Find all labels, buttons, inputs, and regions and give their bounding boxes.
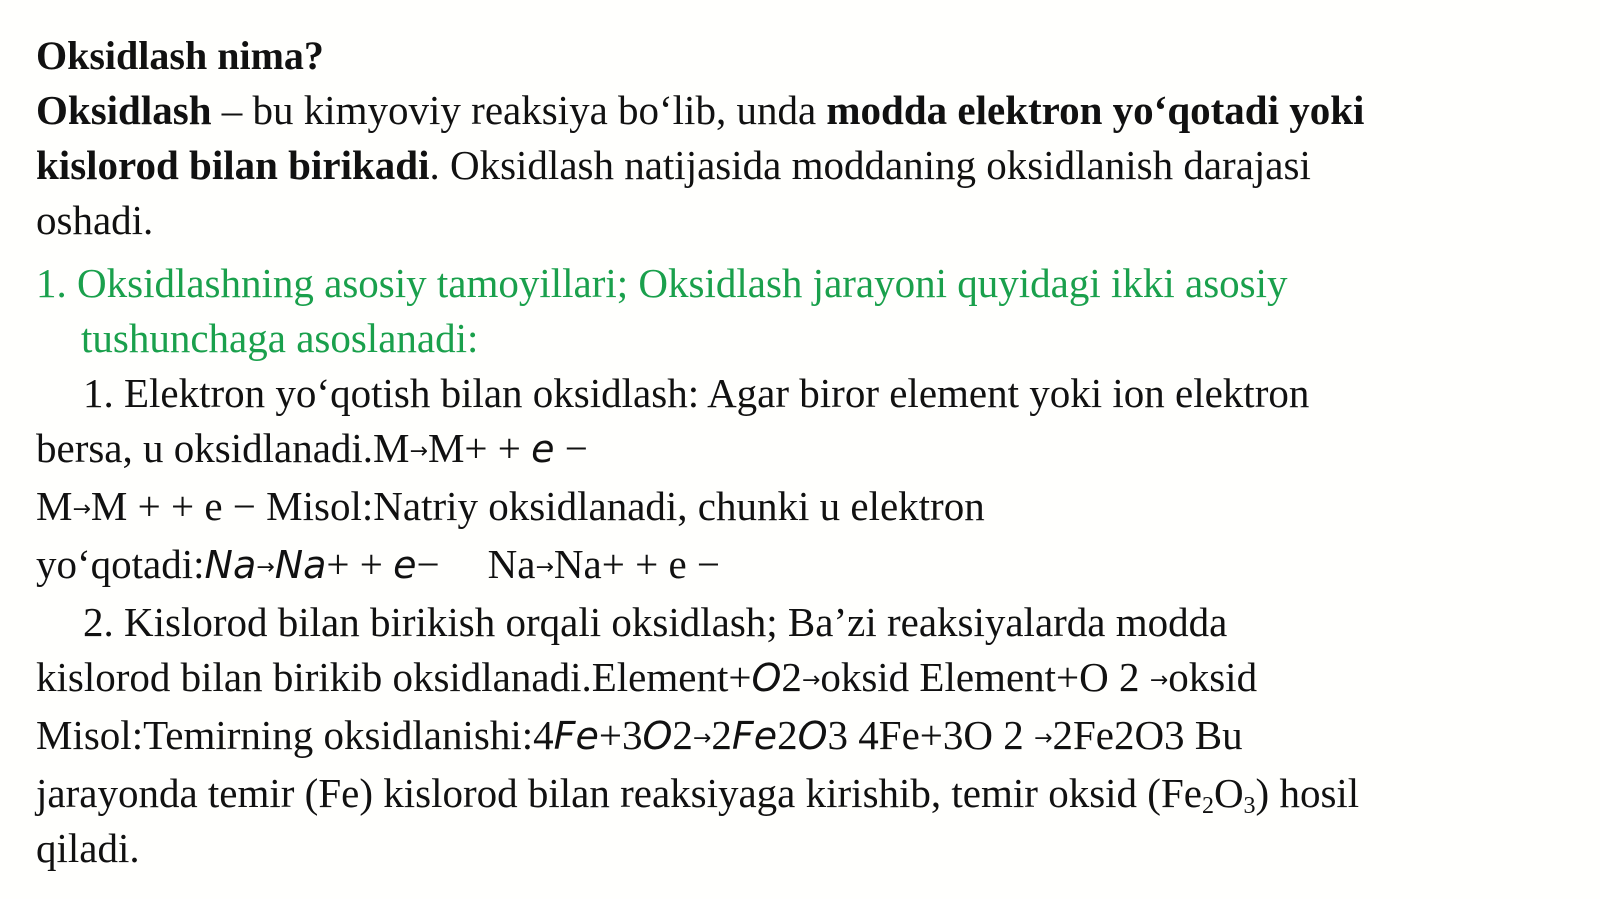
arrow-icon: →: [72, 497, 91, 522]
point-2-line-4: [36, 766, 1560, 821]
point-2-line-5: qiladi.: [36, 825, 140, 871]
definition-line-2: [36, 138, 1560, 193]
formula-text: M: [373, 425, 410, 471]
arrow-icon: →: [535, 555, 554, 580]
point-1-line-2: [36, 421, 1560, 479]
body-text: Misol:Temirning oksidlanishi:4: [36, 712, 554, 758]
body-text: jarayonda temir (Fe) kislorod bilan reaksiyaga kirishib, temir oksid (Fe: [36, 770, 1202, 816]
formula-text: 2: [672, 712, 693, 758]
point-1-line-1: 1. Elektron yo‘qotish bilan oksidlash: Agar biror element yoki ion elektron: [83, 370, 1310, 416]
formula-text: Na+ + e −: [553, 541, 721, 587]
formula-math: e: [393, 543, 417, 587]
subscript: 2: [1201, 793, 1214, 819]
definition-term: Oksidlash: [36, 87, 212, 133]
arrow-icon: →: [801, 668, 821, 693]
body-text: ) hosil: [1255, 770, 1360, 816]
formula-text: M+ +: [427, 425, 521, 471]
definition-line-3: oshadi.: [36, 197, 154, 243]
point-1-line-4: [36, 537, 1560, 595]
definition-line-1: [36, 83, 1560, 138]
arrow-icon: →: [1149, 668, 1169, 693]
body-text: kislorod bilan birikib oksidlanadi.Element+: [36, 654, 752, 700]
formula-text: oksid: [1168, 654, 1258, 700]
formula-text: +3: [598, 712, 643, 758]
formula-math: Fe: [553, 714, 599, 758]
point-2-line-2: [36, 650, 1560, 708]
principles-text: Oksidlashning asosiy tamoyillari; Oksidlash jarayoni quyidagi ikki asosiy: [77, 260, 1288, 306]
definition-text: . Oksidlash natijasida moddaning oksidlanish darajasi: [429, 142, 1311, 188]
definition-text: – bu kimyoviy reaksiya bo‘lib, unda: [211, 87, 827, 133]
subscript: 3: [1243, 793, 1256, 819]
definition-bold: kislorod bilan birikadi: [36, 142, 430, 188]
point-2-line-1: 2. Kislorod bilan birikish orqali oksidlash; Ba’zi reaksiyalarda modda: [83, 599, 1228, 645]
formula-text: oksid Element+O 2: [820, 654, 1150, 700]
principles-heading: [36, 256, 1560, 311]
formula-text: M: [36, 483, 73, 529]
principles-continuation: tushunchaga asoslanadi:: [81, 315, 479, 361]
formula-text: + +: [326, 541, 383, 587]
arrow-icon: →: [692, 726, 712, 751]
formula-math: Na: [204, 543, 257, 587]
formula-text: Na: [487, 541, 536, 587]
formula-text: O: [1213, 770, 1244, 816]
formula-math: e: [531, 427, 555, 471]
formula-text: −: [416, 541, 440, 587]
formula-text: 2Fe2O3 Bu: [1052, 712, 1243, 758]
definition-bold: modda elektron yo‘qotadi yoki: [826, 87, 1365, 133]
body-text: bersa, u oksidlanadi.: [36, 425, 374, 471]
formula-math: O: [642, 714, 673, 758]
formula-math: Fe: [731, 714, 778, 758]
formula-text: 2: [777, 712, 798, 758]
arrow-icon: →: [256, 555, 275, 580]
point-2-line-3: [36, 708, 1560, 766]
arrow-icon: →: [1034, 726, 1053, 751]
body-text: M + + e − Misol:Natriy oksidlanadi, chunki u elektron: [90, 483, 985, 529]
formula-text: −: [554, 425, 588, 471]
formula-text: 3 4Fe+3O 2: [827, 712, 1034, 758]
point-1-line-3: [36, 479, 1560, 537]
list-number: 1.: [36, 260, 67, 306]
arrow-icon: →: [409, 439, 428, 464]
formula-text: 2: [781, 654, 802, 700]
page-title: Oksidlash nima?: [36, 33, 324, 78]
formula-text: 2: [711, 712, 732, 758]
formula-math: O: [751, 656, 782, 700]
body-text: yo‘qotadi:: [36, 541, 205, 587]
formula-math: O: [797, 714, 828, 758]
formula-math: Na: [274, 543, 327, 587]
